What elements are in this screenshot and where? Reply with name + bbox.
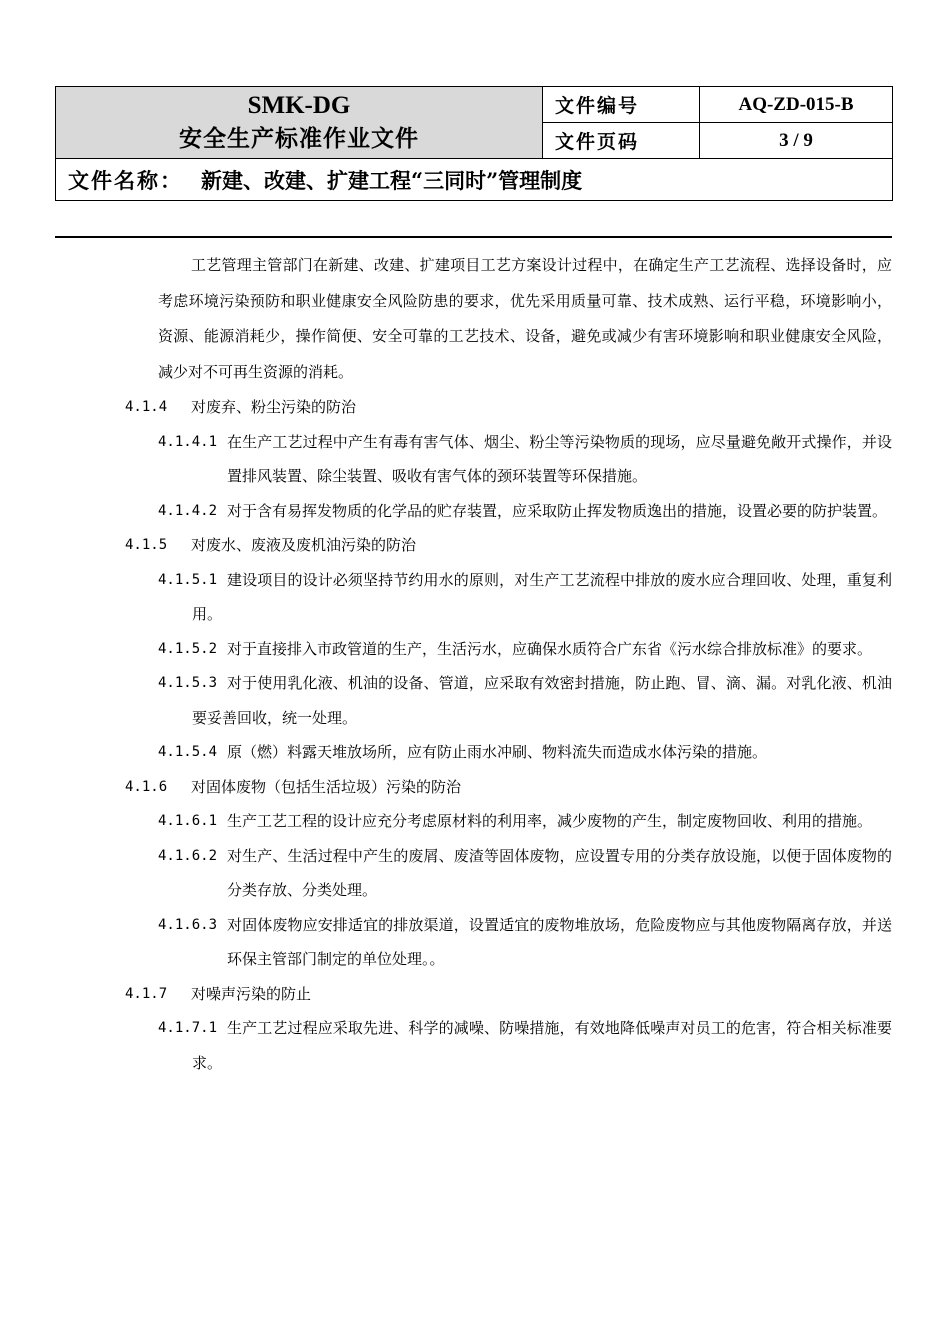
- item-text: 原（燃）料露天堆放场所，应有防止雨水冲刷、物料流失而造成水体污染的措施。: [227, 743, 768, 762]
- section-number: 4.1.4: [125, 399, 168, 416]
- item-number: 4.1.6.2: [158, 847, 218, 864]
- section-number: 4.1.5: [125, 537, 168, 554]
- company-subtitle: 安全生产标准作业文件: [179, 124, 419, 152]
- doc-name-value: 新建、改建、扩建工程“三同时”管理制度: [201, 167, 583, 193]
- list-item: [0, 908, 950, 977]
- document-header: [55, 86, 893, 201]
- list-item: [0, 666, 950, 735]
- company-block: [56, 87, 543, 159]
- section-title: 对废弃、粉尘污染的防治: [191, 398, 357, 417]
- item-number: 4.1.6.1: [158, 813, 218, 830]
- list-item: [0, 632, 950, 667]
- item-text: 在生产工艺过程中产生有毒有害气体、烟尘、粉尘等污染物质的现场，应尽量避免敞开式操作，并设置排风装置、除尘装置、吸收有害气体的颈环装置等环保措施。: [227, 432, 892, 486]
- item-number: 4.1.7.1: [158, 1020, 218, 1037]
- list-item: [0, 1011, 950, 1080]
- intro-paragraph: 工艺管理主管部门在新建、改建、扩建项目工艺方案设计过程中，在确定生产工艺流程、选择设备时，应考虑环境污染预防和职业健康安全风险防患的要求，优先采用质量可靠、技术成熟、运行平稳，环境影响小，资源、能源消耗少，操作简便、安全可靠的工艺技术、设备，避免或减少有害环境影响和职业健康安全风险，减少对不可再生资源的消耗。: [158, 256, 892, 381]
- section-heading: [0, 977, 950, 1012]
- header-divider: [55, 236, 892, 238]
- section-heading: [0, 770, 950, 805]
- page-value: 3 / 9: [700, 123, 893, 159]
- item-number: 4.1.4.2: [158, 502, 218, 519]
- item-number: 4.1.5.4: [158, 744, 218, 761]
- document-body: [0, 248, 950, 1080]
- section-title: 对固体废物（包括生活垃圾）污染的防治: [191, 777, 462, 796]
- item-number: 4.1.5.1: [158, 571, 218, 588]
- doc-title-row: [56, 159, 893, 201]
- section-number: 4.1.6: [125, 778, 168, 795]
- list-item: [0, 494, 950, 529]
- section-heading: [0, 528, 950, 563]
- section-heading: [0, 390, 950, 425]
- doc-number-label: 文件编号: [543, 87, 700, 123]
- section-title: 对废水、废液及废机油污染的防治: [191, 536, 417, 555]
- item-text: 建设项目的设计必须坚持节约用水的原则，对生产工艺流程中排放的废水应合理回收、处理，重复利用。: [192, 570, 892, 624]
- item-number: 4.1.4.1: [158, 433, 218, 450]
- item-number: 4.1.6.3: [158, 916, 218, 933]
- list-item: [0, 425, 950, 494]
- list-item: [0, 563, 950, 632]
- list-item: [0, 804, 950, 839]
- item-text: 对于使用乳化液、机油的设备、管道，应采取有效密封措施，防止跑、冒、滴、漏。对乳化液、机油要妥善回收，统一处理。: [192, 674, 892, 727]
- doc-name-label: 文件名称：: [68, 167, 183, 193]
- doc-number-value: AQ-ZD-015-B: [700, 87, 893, 123]
- item-text: 对生产、生活过程中产生的废屑、废渣等固体废物，应设置专用的分类存放设施，以便于固体废物的分类存放、分类处理。: [227, 846, 892, 900]
- item-text: 生产工艺过程应采取先进、科学的减噪、防噪措施，有效地降低噪声对员工的危害，符合相关标准要求。: [192, 1019, 892, 1072]
- item-text: 对于含有易挥发物质的化学品的贮存装置，应采取防止挥发物质逸出的措施，设置必要的防护装置。: [227, 501, 888, 520]
- section-title: 对噪声污染的防止: [191, 984, 312, 1003]
- section-number: 4.1.7: [125, 985, 168, 1002]
- company-code: SMK-DG: [247, 91, 351, 119]
- page-label: 文件页码: [543, 123, 700, 159]
- list-item: [0, 735, 950, 770]
- item-number: 4.1.5.2: [158, 640, 218, 657]
- item-text: 生产工艺工程的设计应充分考虑原材料的利用率，减少废物的产生，制定废物回收、利用的措施。: [227, 812, 873, 831]
- item-text: 对固体废物应安排适宜的排放渠道，设置适宜的废物堆放场，危险废物应与其他废物隔离存放，并送环保主管部门制定的单位处理。。: [227, 915, 892, 969]
- item-number: 4.1.5.3: [158, 675, 218, 692]
- item-text: 对于直接排入市政管道的生产，生活污水，应确保水质符合广东省《污水综合排放标准》的要求。: [227, 639, 873, 658]
- list-item: [0, 839, 950, 908]
